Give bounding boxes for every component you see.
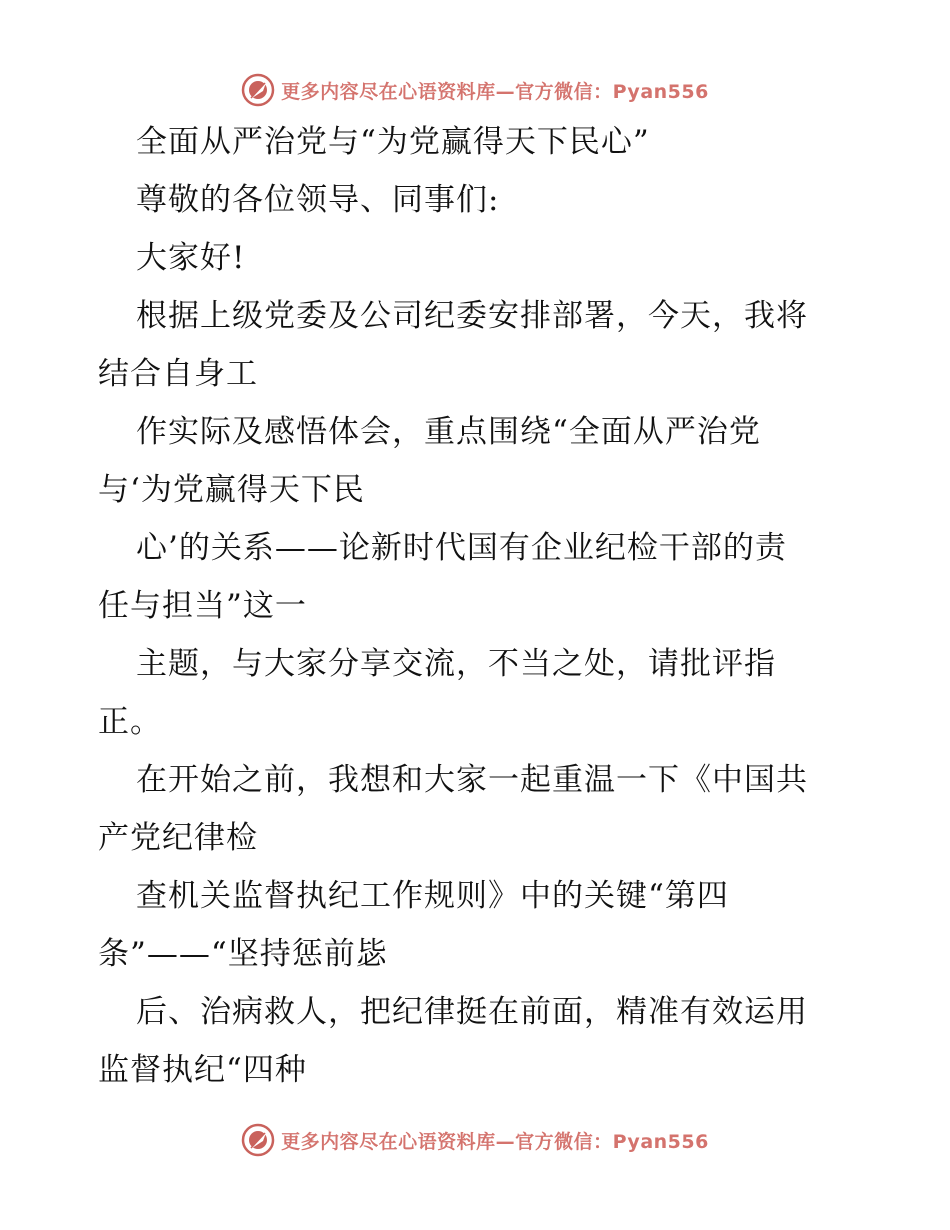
text-line: 产党纪律检 bbox=[98, 820, 258, 856]
text-line: 查机关监督执纪工作规则》中的关键“第四 bbox=[136, 878, 729, 914]
text-line: 监督执纪“四种 bbox=[98, 1052, 307, 1088]
text-line: 正。 bbox=[98, 704, 162, 740]
text-line: 条”——“坚持惩前毖 bbox=[98, 936, 388, 972]
text-line: 在开始之前，我想和大家一起重温一下《中国共 bbox=[136, 762, 808, 798]
text-line: 心’的关系——论新时代国有企业纪检干部的责 bbox=[136, 530, 787, 566]
text-line: 后、治病救人，把纪律挺在前面，精准有效运用 bbox=[136, 994, 808, 1030]
quill-logo-icon bbox=[241, 73, 275, 107]
salutation: 尊敬的各位领导、同事们: bbox=[136, 182, 500, 218]
footer-banner-text: 更多内容尽在心语资料库—官方微信：Pyan556 bbox=[281, 1130, 709, 1153]
text-line: 与‘为党赢得天下民 bbox=[98, 472, 365, 508]
greeting: 大家好! bbox=[136, 240, 246, 276]
header-banner-text: 更多内容尽在心语资料库—官方微信：Pyan556 bbox=[281, 80, 709, 103]
text-line: 作实际及感悟体会，重点围绕“全面从严治党 bbox=[136, 414, 761, 450]
text-line: 根据上级党委及公司纪委安排部署，今天，我将 bbox=[136, 298, 808, 334]
document-title: 全面从严治党与“为党赢得天下民心” bbox=[136, 124, 650, 160]
quill-logo-icon bbox=[241, 1123, 275, 1157]
text-line: 任与担当”这一 bbox=[98, 588, 307, 624]
header-banner bbox=[0, 70, 950, 110]
text-line: 结合自身工 bbox=[98, 356, 258, 392]
footer-banner bbox=[0, 1120, 950, 1160]
text-line: 主题，与大家分享交流，不当之处，请批评指 bbox=[136, 646, 776, 682]
